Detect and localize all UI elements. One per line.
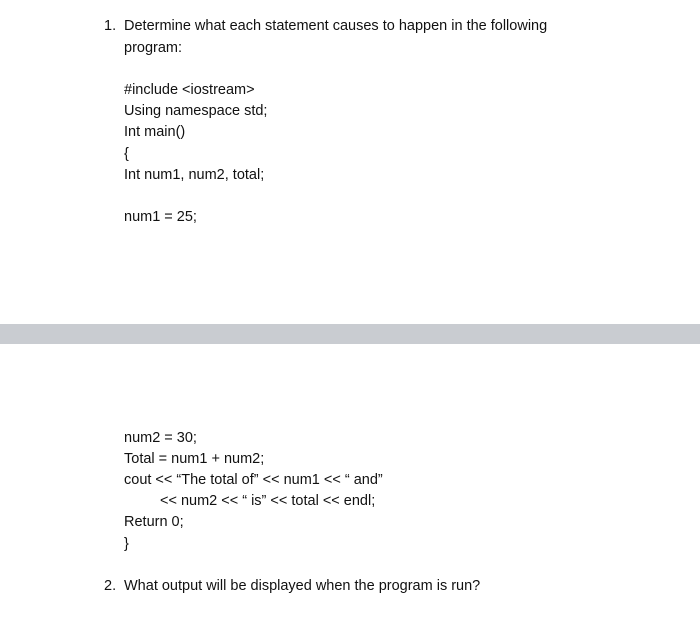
- page-break-divider: [0, 324, 700, 344]
- code-line-cout: cout << “The total of” << num1 << “ and”: [124, 472, 383, 488]
- code-line-num1-assign: num1 = 25;: [124, 209, 197, 225]
- code-line-declaration: Int num1, num2, total;: [124, 167, 265, 183]
- code-line-namespace: Using namespace std;: [124, 103, 268, 119]
- code-line-include: #include <iostream>: [124, 82, 255, 98]
- code-line-num2-assign: num2 = 30;: [124, 430, 197, 446]
- code-line-open-brace: {: [124, 146, 129, 162]
- question-2-number: 2.: [104, 578, 117, 594]
- code-line-return: Return 0;: [124, 514, 184, 530]
- question-1-text-line-1: Determine what each statement causes to happen in the following: [124, 18, 548, 34]
- question-1-text-line-2: program:: [124, 40, 183, 56]
- code-line-cout-continued: << num2 << “ is” << total << endl;: [160, 493, 376, 509]
- question-1-number: 1.: [104, 18, 117, 34]
- question-2-text: What output will be displayed when the program is run?: [124, 578, 481, 594]
- code-line-total-assign: Total = num1 + num2;: [124, 451, 265, 467]
- code-line-main: Int main(): [124, 124, 186, 140]
- code-line-close-brace: }: [124, 536, 129, 552]
